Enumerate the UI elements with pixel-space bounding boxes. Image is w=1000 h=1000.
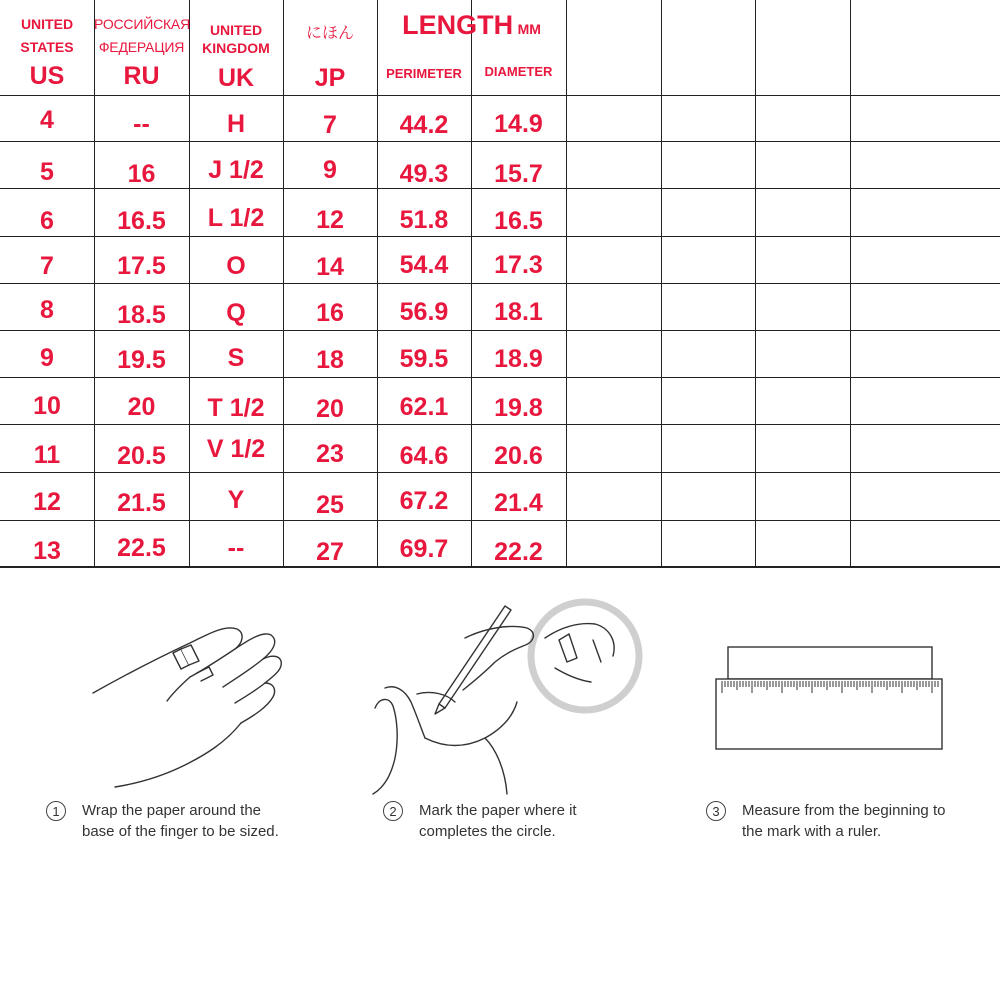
step-text <box>742 800 945 842</box>
cell-ru: -- <box>133 110 150 138</box>
column-divider <box>566 0 567 568</box>
step-text-line1: Wrap the paper around the <box>82 802 262 819</box>
hands-marking-paper-illustration <box>355 598 655 798</box>
cell-diameter: 21.4 <box>494 489 543 517</box>
column-divider <box>850 0 851 568</box>
column-divider <box>755 0 756 568</box>
cell-jp: 14 <box>316 253 344 281</box>
column-divider <box>661 0 662 568</box>
cell-uk: S <box>227 344 245 372</box>
cell-perimeter: 56.9 <box>399 298 449 326</box>
cell-jp: 7 <box>323 111 337 139</box>
header-diameter: DIAMETER <box>484 64 553 79</box>
header-length-unit: MM <box>517 21 541 37</box>
cell-perimeter: 69.7 <box>399 535 449 563</box>
cell-ru: 16.5 <box>117 207 166 235</box>
cell-diameter: 20.6 <box>494 442 543 470</box>
cell-jp: 25 <box>316 491 344 519</box>
cell-uk: J 1/2 <box>208 156 264 184</box>
column-divider <box>471 0 472 568</box>
cell-uk: H <box>226 110 246 138</box>
step-text-line2: the mark with a ruler. <box>742 823 882 840</box>
header-us-country-line2: STATES <box>20 39 74 55</box>
row-divider <box>0 330 1000 331</box>
cell-perimeter: 64.6 <box>399 442 449 470</box>
row-divider <box>0 141 1000 142</box>
cell-us: 6 <box>40 207 54 235</box>
cell-diameter: 15.7 <box>494 160 543 188</box>
cell-jp: 20 <box>316 395 344 423</box>
step-text <box>82 800 279 842</box>
step-number-1-icon: 1 <box>46 801 66 821</box>
header-us-country-line1: UNITED <box>20 16 74 32</box>
header-us-code: US <box>29 62 65 90</box>
cell-uk: -- <box>227 534 245 562</box>
cell-uk: V 1/2 <box>206 435 266 463</box>
cell-us: 9 <box>40 344 54 372</box>
cell-uk: O <box>226 252 246 280</box>
row-divider <box>0 188 1000 189</box>
cell-perimeter: 49.3 <box>399 160 449 188</box>
step-text <box>419 800 577 842</box>
cell-perimeter: 59.5 <box>399 345 449 373</box>
cell-perimeter: 62.1 <box>399 393 449 421</box>
cell-us: 8 <box>40 296 54 324</box>
cell-uk: Y <box>227 486 245 514</box>
step-number-2-icon: 2 <box>383 801 403 821</box>
header-jp-country-line1: にほん <box>305 25 354 42</box>
ruler-measure-illustration <box>712 645 947 755</box>
cell-us: 11 <box>33 441 61 469</box>
row-divider <box>0 520 1000 521</box>
cell-diameter: 16.5 <box>494 207 543 235</box>
cell-ru: 21.5 <box>117 489 166 517</box>
cell-jp: 12 <box>316 206 344 234</box>
row-divider <box>0 472 1000 473</box>
step-text-line1: Measure from the beginning to <box>742 802 946 819</box>
cell-ru: 18.5 <box>117 301 166 329</box>
cell-diameter: 14.9 <box>494 110 543 138</box>
row-divider <box>0 424 1000 425</box>
cell-diameter: 18.1 <box>494 298 543 326</box>
header-jp-code: JP <box>314 64 346 92</box>
header-uk-country-line1: UNITED <box>209 22 263 38</box>
cell-perimeter: 44.2 <box>399 111 449 139</box>
cell-diameter: 17.3 <box>494 251 543 279</box>
table-bottom-border <box>0 566 1000 568</box>
header-ru-country-line1: РОССИЙСКАЯ <box>94 16 190 32</box>
cell-us: 10 <box>33 392 61 420</box>
cell-jp: 23 <box>316 440 344 468</box>
cell-jp: 16 <box>316 299 344 327</box>
cell-ru: 20 <box>127 393 156 421</box>
step-text-line1: Mark the paper where it <box>419 802 577 819</box>
row-divider <box>0 95 1000 96</box>
cell-perimeter: 67.2 <box>399 487 449 515</box>
cell-uk: L 1/2 <box>207 204 265 232</box>
cell-ru: 16 <box>127 160 156 188</box>
cell-ru: 17.5 <box>117 252 166 280</box>
row-divider <box>0 377 1000 378</box>
cell-perimeter: 51.8 <box>399 206 449 234</box>
header-uk-code: UK <box>217 64 255 92</box>
cell-uk: T 1/2 <box>207 394 265 422</box>
cell-diameter: 22.2 <box>494 538 543 566</box>
cell-us: 12 <box>33 488 61 516</box>
cell-uk: Q <box>226 299 246 327</box>
step-text-line2: base of the finger to be sized. <box>82 823 279 840</box>
step-text-line2: completes the circle. <box>419 823 556 840</box>
cell-diameter: 19.8 <box>494 394 543 422</box>
header-length-title: LENGTH <box>402 10 514 40</box>
cell-ru: 19.5 <box>117 346 166 374</box>
header-perimeter: PERIMETER <box>386 66 462 81</box>
header-uk-country-line2: KINGDOM <box>202 40 270 56</box>
cell-diameter: 18.9 <box>494 345 543 373</box>
header-ru-code: RU <box>123 62 160 90</box>
cell-us: 5 <box>40 158 54 186</box>
step-number-3-icon: 3 <box>706 801 726 821</box>
header-ru-country-line2: ФЕДЕРАЦИЯ <box>98 39 185 55</box>
cell-perimeter: 54.4 <box>399 251 449 279</box>
cell-us: 13 <box>33 537 61 565</box>
hand-wrap-paper-illustration <box>85 615 295 790</box>
header-length <box>377 12 566 39</box>
row-divider <box>0 283 1000 284</box>
cell-jp: 27 <box>316 538 344 566</box>
cell-jp: 9 <box>323 156 337 184</box>
cell-ru: 20.5 <box>117 442 166 470</box>
cell-us: 7 <box>40 252 54 280</box>
cell-jp: 18 <box>316 346 344 374</box>
cell-us: 4 <box>40 106 54 134</box>
column-divider <box>377 0 378 568</box>
cell-ru: 22.5 <box>117 534 166 562</box>
row-divider <box>0 236 1000 237</box>
